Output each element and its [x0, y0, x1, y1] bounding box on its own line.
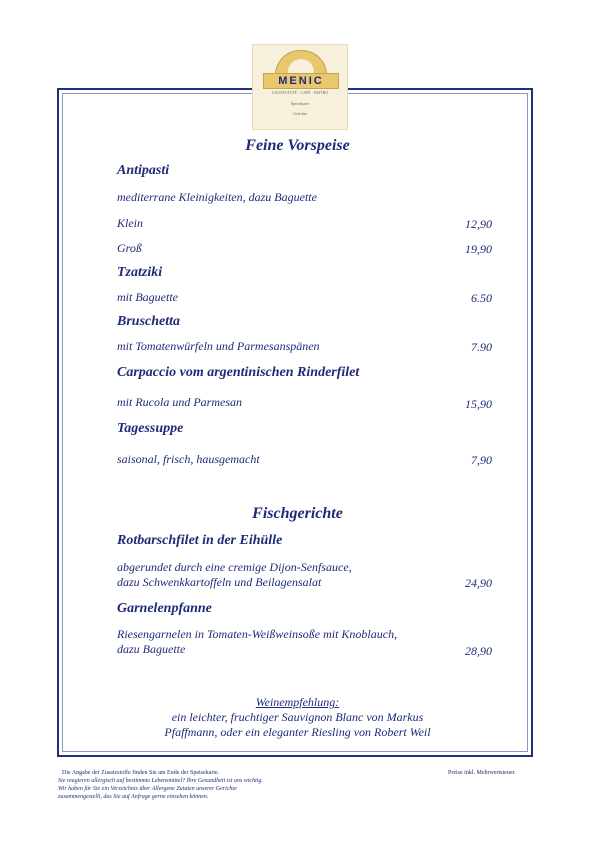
- footer-vat-note: Preise inkl. Mehrwertsteuer.: [448, 770, 516, 776]
- size-label-large: Groß: [117, 241, 142, 255]
- item-desc-rotbarsch-2: dazu Schwenkkartoffeln und Beilagensalat: [117, 575, 322, 589]
- wine-line-1: ein leichter, fruchtiger Sauvignon Blanc von Markus: [171, 710, 424, 724]
- item-desc-soup: saisonal, frisch, hausgemacht: [117, 452, 260, 466]
- item-title-rotbarsch: Rotbarschfilet in der Eihülle: [117, 533, 283, 548]
- item-desc-rotbarsch-1: abgerundet durch eine cremige Dijon-Senfsauce,: [117, 560, 352, 574]
- section-heading-fish: Fischgerichte: [252, 505, 343, 522]
- wine-recommendation: [0, 695, 595, 740]
- item-desc-bruschetta: mit Tomatenwürfeln und Parmesanspänen: [117, 339, 320, 353]
- size-label-small: Klein: [117, 216, 143, 230]
- price-antipasti-small: 12,90: [465, 217, 492, 231]
- item-desc-antipasti: mediterrane Kleinigkeiten, dazu Baguette: [117, 190, 317, 204]
- logo-tagline: GASTSTÄTTE · CAFÉ · BISTRO: [271, 90, 329, 95]
- wine-title: Weinempfehlung:: [255, 695, 340, 709]
- item-title-carpaccio: Carpaccio vom argentinischen Rinderfilet: [117, 365, 360, 380]
- price-tzatziki: 6.50: [471, 291, 492, 305]
- price-rotbarsch: 24,90: [465, 576, 492, 590]
- item-title-tzatziki: Tzatziki: [117, 265, 163, 280]
- price-garnelen: 28,90: [465, 644, 492, 658]
- logo-wordmark: MENIC: [263, 73, 339, 89]
- item-title-garnelen: Garnelenpfanne: [117, 601, 212, 616]
- item-desc-tzatziki: mit Baguette: [117, 290, 178, 304]
- item-title-antipasti: Antipasti: [117, 163, 170, 178]
- section-heading-starters: Feine Vorspeise: [245, 137, 350, 154]
- price-soup: 7,90: [471, 453, 492, 467]
- logo-arch-icon: [275, 50, 327, 75]
- price-antipasti-large: 19,90: [465, 242, 492, 256]
- item-desc-carpaccio: mit Rucola und Parmesan: [117, 395, 242, 409]
- item-title-bruschetta: Bruschetta: [117, 314, 181, 329]
- footer-additives: Die Angabe der Zusatzstoffe finden Sie am Ende der Speisekarte.: [62, 770, 220, 776]
- logo-line-3: Gerichte: [293, 111, 307, 116]
- price-carpaccio: 15,90: [465, 397, 492, 411]
- logo-line-2: Speisekarte: [290, 101, 310, 106]
- restaurant-logo: [252, 44, 348, 130]
- footer-allergy-1: Sie reagieren allergisch auf bestimmte Lebensmittel? Ihre Gesundheit ist uns wichtig.: [58, 778, 263, 784]
- wine-line-2: Pfaffmann, oder ein eleganter Riesling von Robert Weil: [164, 725, 431, 739]
- item-title-soup: Tagessuppe: [117, 421, 184, 436]
- footer-allergy-2: Wir haben für Sie ein Verzeichnis über Allergene Zutaten unserer Gerichte: [58, 786, 237, 792]
- footer-allergy-3: zusammengestellt, das Sie auf Anfrage gerne einsehen können.: [58, 794, 209, 800]
- item-desc-garnelen-2: dazu Baguette: [117, 642, 186, 656]
- item-desc-garnelen-1: Riesengarnelen in Tomaten-Weißweinsoße mit Knoblauch,: [117, 627, 398, 641]
- price-bruschetta: 7.90: [471, 340, 492, 354]
